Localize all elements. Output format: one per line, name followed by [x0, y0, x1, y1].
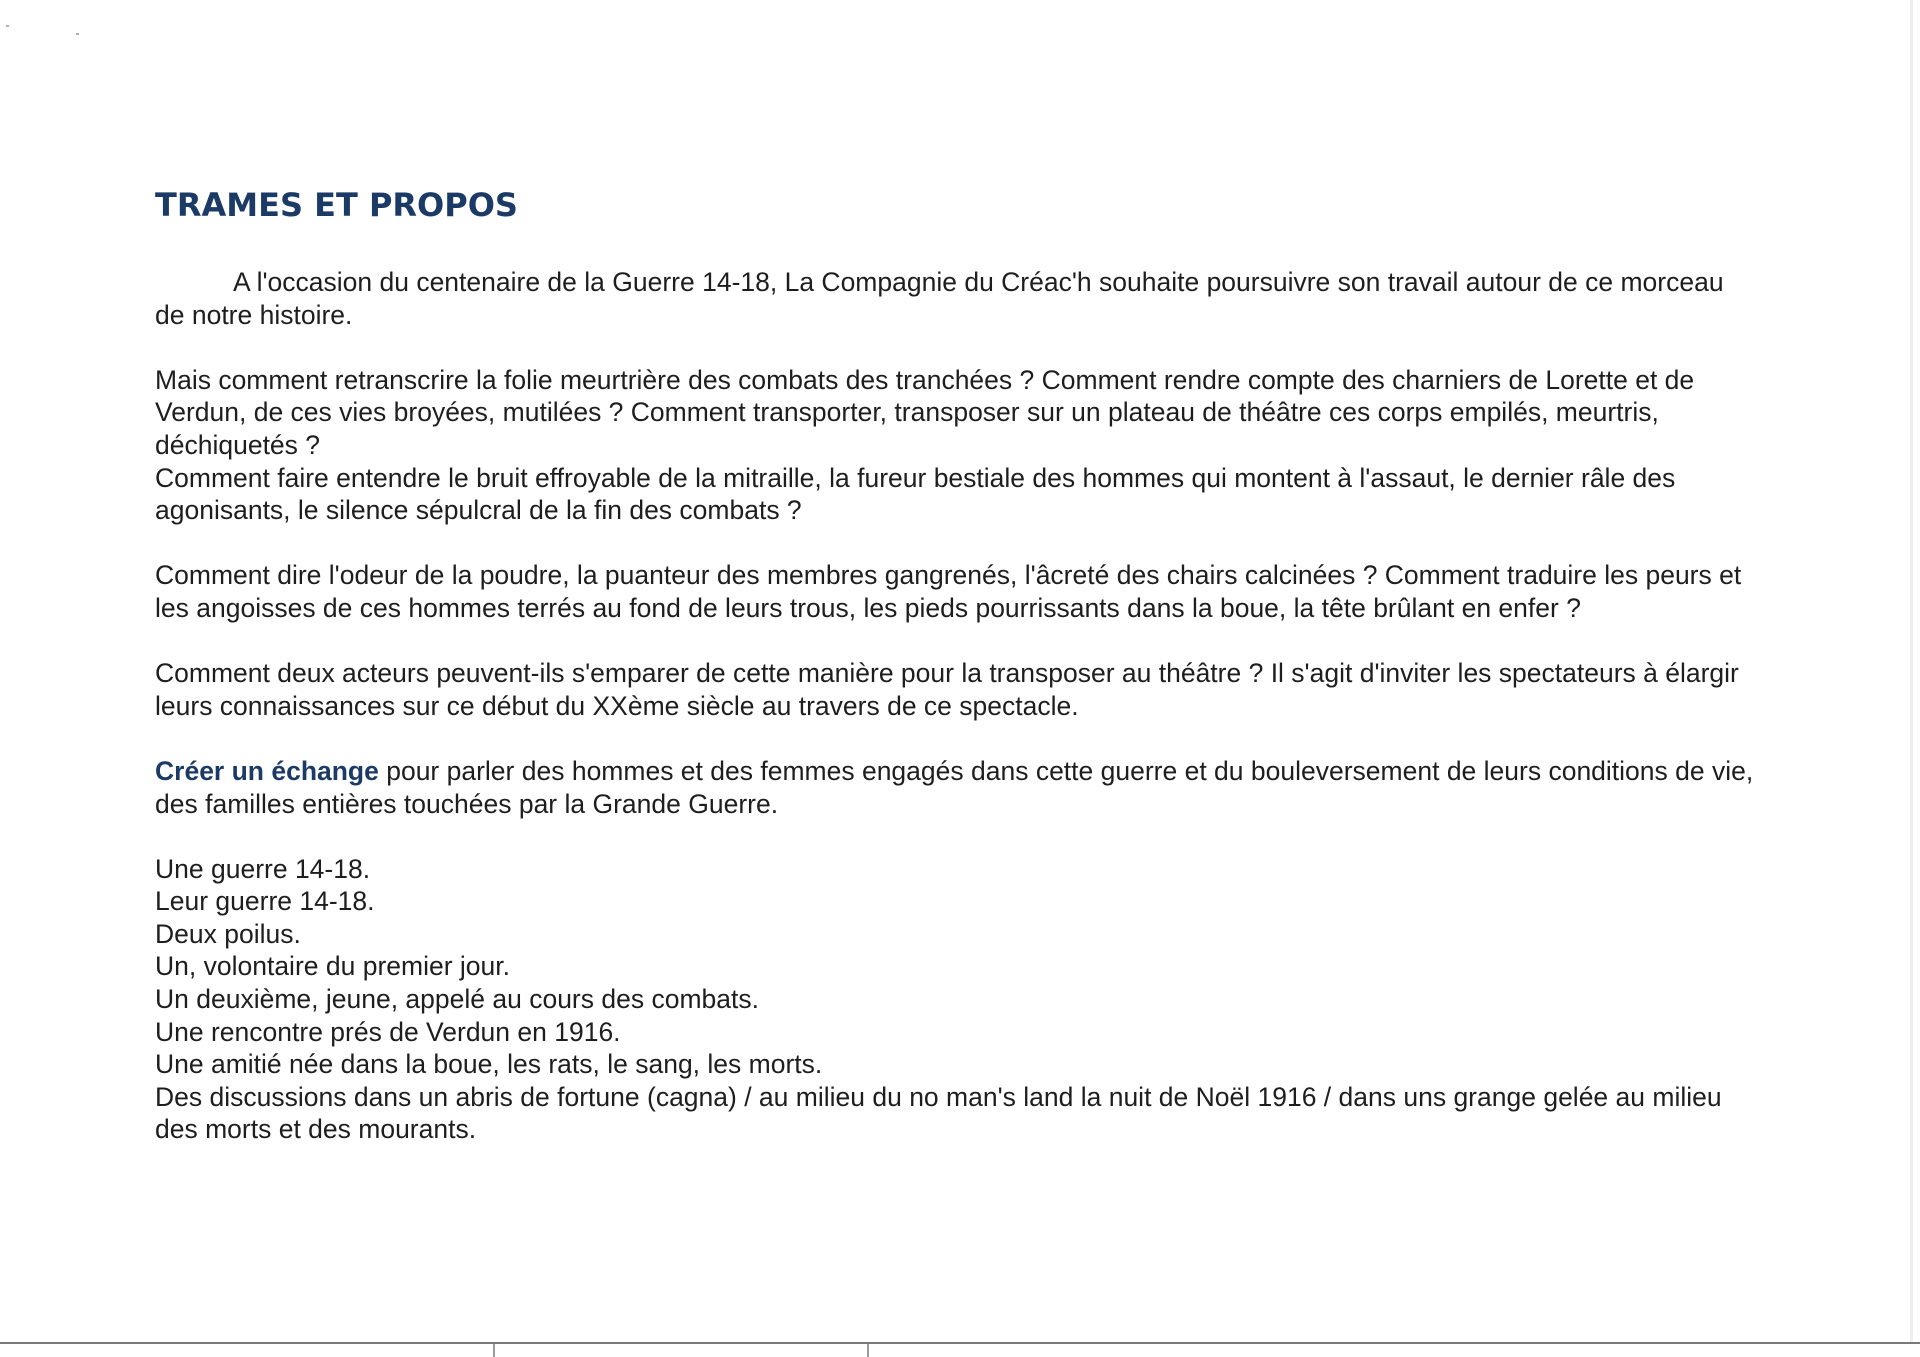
story-lines	[155, 853, 1755, 1146]
paragraph-intro-text: A l'occasion du centenaire de la Guerre 14-18, La Compagnie du Créac'h souhaite poursuivre son travail autour de ce morceau de notre histoire.	[155, 267, 1724, 330]
paragraph-questions-2: Comment faire entendre le bruit effroyable de la mitraille, la fureur bestiale des hommes qui montent à l'assaut, le dernier râle des agonisants, le silence sépulcral de la fin des combats ?	[155, 462, 1676, 526]
scan-right-edge	[1910, 0, 1913, 1342]
scan-speck	[76, 33, 79, 35]
paragraph-intro	[155, 266, 1755, 331]
page-title: TRAMES ET PROPOS	[155, 186, 518, 224]
scan-bottom-edge	[0, 1342, 1920, 1344]
story-line: Deux poilus.	[155, 918, 301, 949]
scan-speck	[6, 25, 9, 27]
story-line: Des discussions dans un abris de fortune (cagna) / au milieu du no man's land la nuit de Noël 1916 / dans uns grange gelée au milieu des morts et des mourants.	[155, 1081, 1722, 1145]
paragraph-actors: Comment deux acteurs peuvent-ils s'emparer de cette manière pour la transposer au théâtre ? Il s'agit d'inviter les spectateurs à élargir leurs connaissances sur ce début du XXème siècle au travers de ce spectacle.	[155, 658, 1739, 721]
exchange-rest: pour parler des hommes et des femmes engagés dans cette guerre et du bouleversement de leurs conditions de vie, des familles entières touchées par la Grande Guerre.	[155, 755, 1754, 819]
scan-fold-mark	[493, 1344, 495, 1357]
exchange-lead: Créer un échange	[155, 755, 379, 786]
paragraph-exchange	[155, 755, 1755, 820]
story-line: Un deuxième, jeune, appelé au cours des combats.	[155, 984, 759, 1015]
story-line: Une guerre 14-18.	[155, 853, 371, 884]
document-body	[155, 185, 1755, 1146]
story-line: Leur guerre 14-18.	[155, 886, 375, 917]
story-line: Un, volontaire du premier jour.	[155, 951, 510, 982]
story-line: Une rencontre prés de Verdun en 1916.	[155, 1016, 621, 1047]
paragraph-questions-3: Comment dire l'odeur de la poudre, la puanteur des membres gangrenés, l'âcreté des chairs calcinées ? Comment traduire les peurs et les angoisses de ces hommes terrés au fond de leurs trous, les pieds pourrissants dans la boue, la tête brûlant en enfer ?	[155, 560, 1742, 623]
story-line: Une amitié née dans la boue, les rats, le sang, les morts.	[155, 1049, 823, 1080]
paragraph-questions-1: Mais comment retranscrire la folie meurtrière des combats des tranchées ? Comment rendre compte des charniers de Lorette et de Verdun, de ces vies broyées, mutilées ? Comment transporter, transposer sur un plateau de théâtre ces corps empilés, meurtris, déchiquetés ?	[155, 364, 1695, 460]
scan-fold-mark	[867, 1344, 869, 1357]
